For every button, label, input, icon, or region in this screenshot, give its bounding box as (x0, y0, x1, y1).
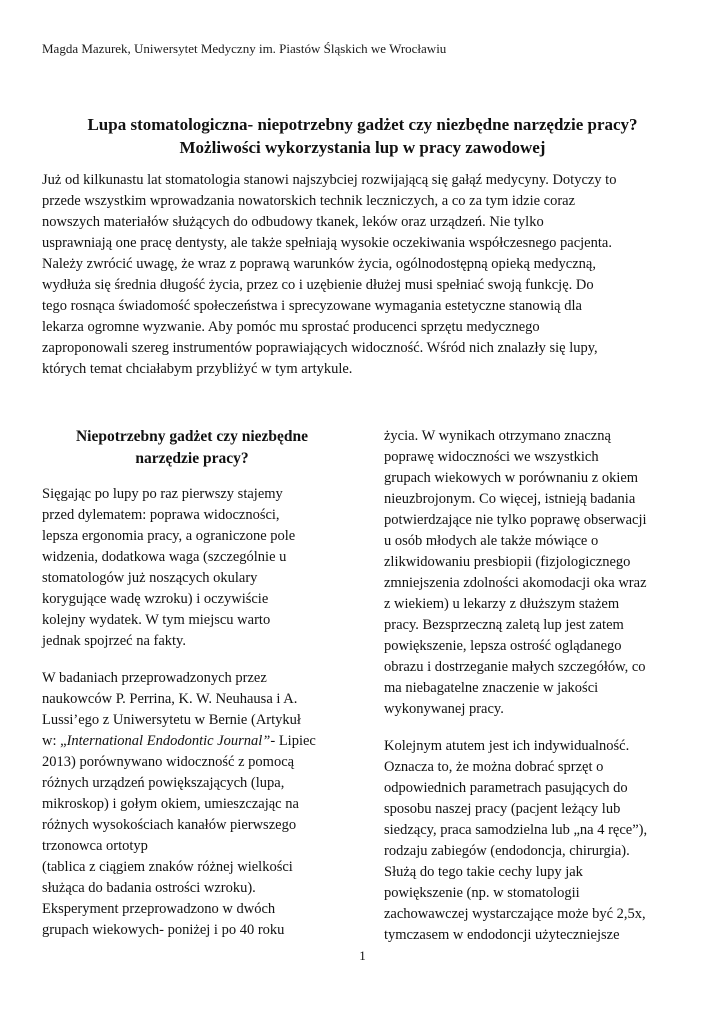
left-column (42, 426, 342, 957)
intro-line: tego rosnąca świadomość społeczeństwa i sprecyzowane wymagania estetyczne stanowią dla (42, 298, 582, 314)
intro-line: usprawniają one pracę dentysty, ale także spełniają wysokie oczekiwania współczesnego pacjenta. (42, 235, 612, 251)
text-line: 2013) porównywano widoczność z pomocą (42, 754, 295, 770)
journal-title: International Endodontic Journal” (66, 733, 271, 749)
text-line: naukowców P. Perrina, K. W. Neuhausa i A. (42, 691, 298, 707)
text-line: Sięgając po lupy po raz pierwszy stajemy (42, 486, 283, 502)
text-line: (tablica z ciągiem znaków różnej wielkości (42, 859, 293, 875)
intro-line: Już od kilkunastu lat stomatologia stanowi najszybciej rozwijającą się gałąź medycyny. Dotyczy to (42, 172, 617, 188)
text-line: powiększenie (np. w stomatologii (384, 885, 580, 901)
intro-line: nowszych materiałów służących do odbudowy tkanek, leków oraz urządzeń. Nie tylko (42, 214, 544, 230)
intro-line: wydłuża się średnia długość życia, przez co i uzębienie dłużej musi spełniać swoją funkcję. Do (42, 277, 594, 293)
text-line: nieuzbrojonym. Co więcej, istnieją badania (384, 491, 636, 507)
text-line: Kolejnym atutem jest ich indywidualność. (384, 738, 630, 754)
text-line: korygujące wadę wzroku) i oczywiście (42, 591, 269, 607)
text-line: lepsza ergonomia pracy, a ograniczone pole (42, 528, 296, 544)
intro-line: lekarza ogromne wyzwanie. Aby pomóc mu sprostać producenci sprzętu medycznego (42, 319, 540, 335)
author-affiliation: Magda Mazurek, Uniwersytet Medyczny im. Piastów Śląskich we Wrocławiu (42, 41, 447, 56)
left-paragraph-2 (42, 668, 342, 941)
text-line: odpowiednich parametrach pasujących do (384, 780, 628, 796)
intro-line: których temat chciałabym przybliżyć w tym artykule. (42, 361, 353, 377)
left-paragraph-1 (42, 484, 342, 652)
text-line: siedzący, praca samodzielna lub „na 4 ręce”), (384, 822, 648, 838)
text-line: Oznacza to, że można dobrać sprzęt o (384, 759, 604, 775)
article-title (20, 113, 705, 159)
text-line: zlikwidowaniu presbiopii (fizjologicznego (384, 554, 631, 570)
text-line: kolejny wydatek. W tym miejscu warto (42, 612, 271, 628)
text-line: Służą do tego takie cechy lupy jak (384, 864, 583, 880)
section-heading-line-1: Niepotrzebny gadżet czy niezbędne (75, 428, 309, 445)
journal-prefix: w: „ (42, 733, 67, 749)
text-line: przed dylematem: poprawa widoczności, (42, 507, 280, 523)
page-number: 1 (359, 948, 366, 963)
text-line: zachowawczej wystarczające może być 2,5x, (384, 906, 646, 922)
intro-line: Należy zwrócić uwagę, że wraz z poprawą warunków życia, ogólnodostępną opieką medyczną, (42, 256, 596, 272)
title-line-2: Możliwości wykorzystania lup w pracy zawodowej (179, 138, 546, 157)
text-line: tymczasem w endodoncji użyteczniejsze (384, 927, 620, 943)
text-line: Lussi’ego z Uniwersytetu w Bernie (Artykuł (42, 712, 301, 728)
text-line: ma niebagatelne znaczenie w jakości (384, 680, 599, 696)
text-line: różnych urządzeń powiększających (lupa, (42, 775, 285, 791)
text-line: pracy. Bezsprzeczną zaletą lup jest zatem (384, 617, 624, 633)
section-heading (42, 426, 342, 470)
text-line: grupach wiekowych- poniżej i po 40 roku (42, 922, 285, 938)
text-line: potwierdzające nie tylko poprawę obserwacji (384, 512, 647, 528)
text-line: z wiekiem) u lekarzy z dłuższym stażem (384, 596, 620, 612)
right-column (384, 426, 689, 962)
right-paragraph-1 (384, 426, 689, 720)
text-line: zmniejszenia zdolności akomodacji oka wraz (384, 575, 647, 591)
text-line-journal (42, 731, 342, 752)
title-line-1: Lupa stomatologiczna- niepotrzebny gadżet czy niezbędne narzędzie pracy? (87, 115, 638, 134)
text-line: u osób młodych ale także mówiące o (384, 533, 599, 549)
text-line: trzonowca ortotyp (42, 838, 148, 854)
text-line: różnych wysokościach kanałów pierwszego (42, 817, 297, 833)
intro-paragraph (42, 170, 687, 380)
intro-line: przede wszystkim wprowadzania nowatorskich technik leczniczych, a co za tym idzie coraz (42, 193, 576, 209)
section-heading-line-2: narzędzie pracy? (135, 450, 249, 467)
text-line: wykonywanej pracy. (384, 701, 504, 717)
text-line: sposobu naszej pracy (pacjent leżący lub (384, 801, 621, 817)
text-line: mikroskop) i gołym okiem, umieszczając na (42, 796, 299, 812)
right-paragraph-2 (384, 736, 689, 946)
text-line: Eksperyment przeprowadzono w dwóch (42, 901, 276, 917)
text-line: W badaniach przeprowadzonych przez (42, 670, 267, 686)
text-line: jednak spojrzeć na fakty. (42, 633, 186, 649)
text-line: życia. W wynikach otrzymano znaczną (384, 428, 611, 444)
text-line: służąca do badania ostrości wzroku). (42, 880, 256, 896)
text-line: powiększenie, lepsza ostrość oglądanego (384, 638, 622, 654)
journal-date: - Lipiec (270, 733, 316, 749)
text-line: grupach wiekowych w porównaniu z okiem (384, 470, 639, 486)
text-line: stomatologów już noszących okulary (42, 570, 258, 586)
text-line: poprawę widoczności we wszystkich (384, 449, 599, 465)
text-line: rodzaju zabiegów (endodoncja, chirurgia). (384, 843, 630, 859)
text-line: widzenia, dodatkowa waga (szczególnie u (42, 549, 287, 565)
intro-line: zaproponowali szereg instrumentów poprawiających widoczność. Wśród nich znalazły się lupy, (42, 340, 598, 356)
text-line: obrazu i dostrzeganie małych szczegółów, co (384, 659, 646, 675)
